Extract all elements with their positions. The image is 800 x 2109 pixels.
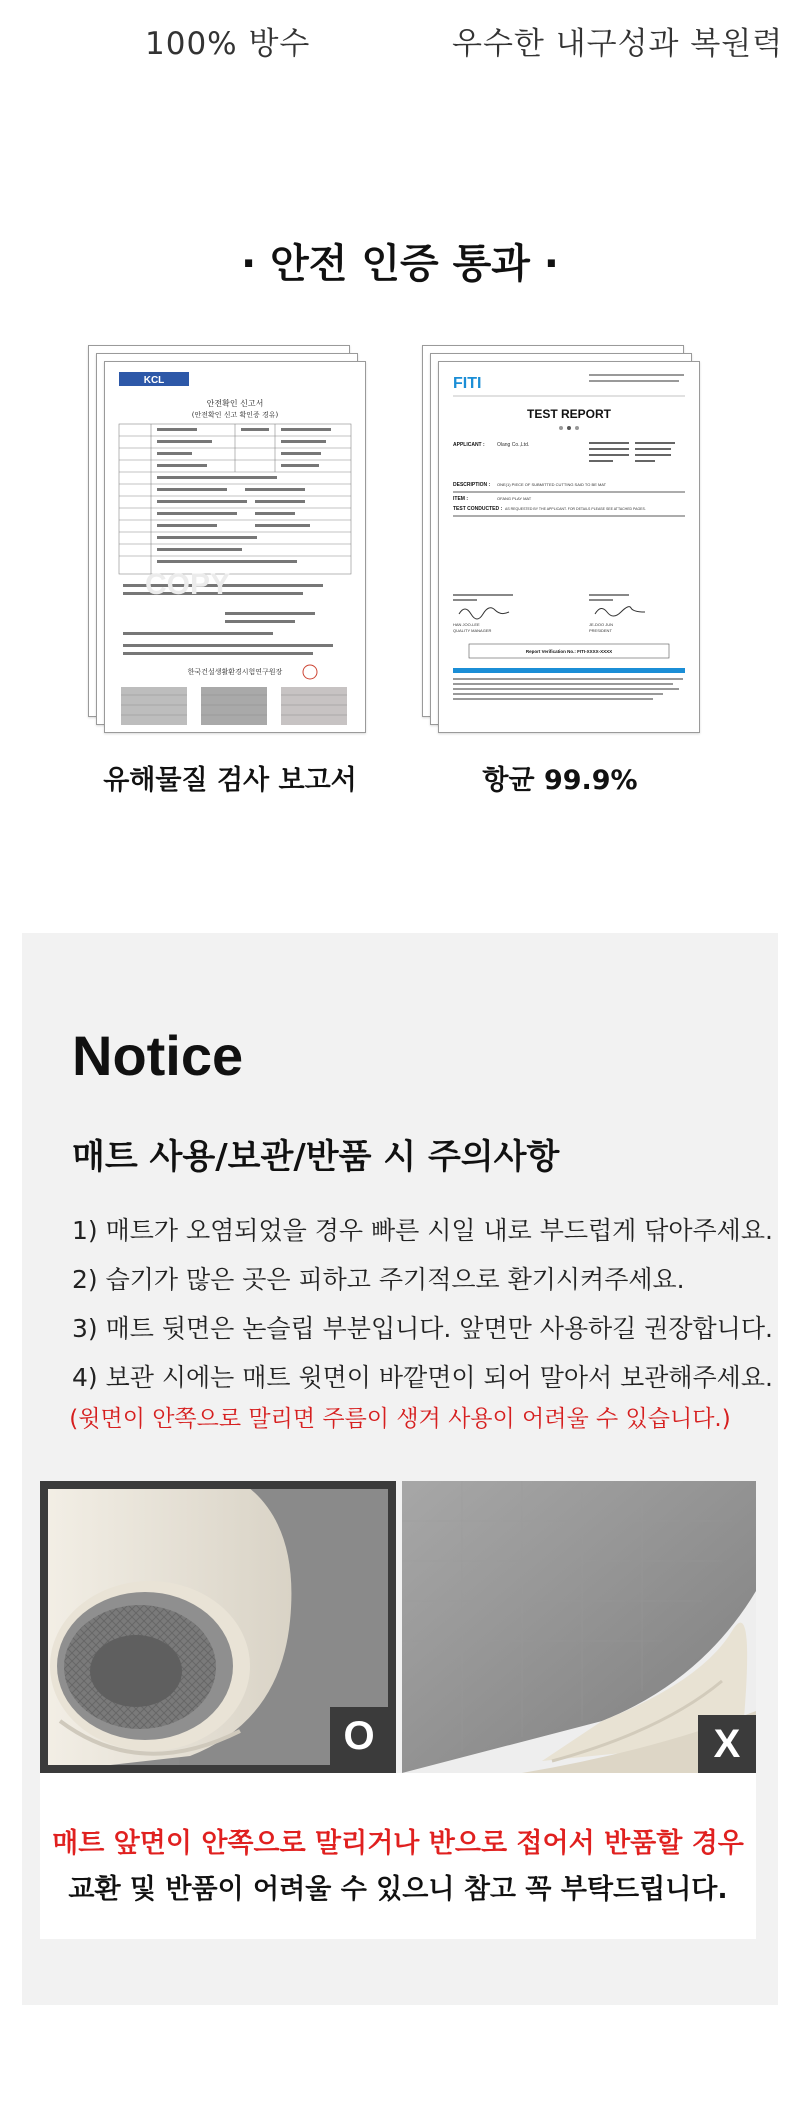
feature-strip xyxy=(0,18,800,68)
safety-report-document xyxy=(88,345,368,735)
item-value: OFANG PLAY MAT xyxy=(497,496,532,501)
notice-subtitle: 매트 사용/보관/반품 시 주의사항 xyxy=(72,1137,560,1177)
safety-report-heading: 안전확인 신고서 xyxy=(206,399,264,408)
notice-panel xyxy=(22,933,778,2005)
notice-rule-3: 3) 매트 뒷면은 논슬립 부분입니다. 앞면만 사용하길 권장합니다. xyxy=(72,1314,773,1343)
description-value: ONE(1) PIECE OF SUBMITTED CUTTING SAID TO BE MAT xyxy=(497,482,607,487)
antibacterial-report-document xyxy=(422,345,702,735)
test-conducted-label: TEST CONDUCTED : xyxy=(453,506,503,512)
antibacterial-report-preview xyxy=(439,362,699,732)
test-conducted-value: AS REQUESTED BY THE APPLICANT. FOR DETAILS PLEASE SEE ATTACHED PAGES. xyxy=(505,507,646,511)
wrong-rolling-photo xyxy=(402,1481,756,1773)
safety-report-preview xyxy=(105,362,365,732)
signer1-name: HAN JOO-LEE xyxy=(453,622,480,627)
notice-title: Notice xyxy=(72,1024,244,1087)
notice-rule-2: 2) 습기가 많은 곳은 피하고 주기적으로 환기시켜주세요. xyxy=(72,1265,685,1294)
signer2-role: PRESIDENT xyxy=(589,628,612,633)
signer1-role: QUALITY MANAGER xyxy=(453,628,492,633)
safety-report-caption: 유해물질 검사 보고서 xyxy=(103,765,357,796)
safety-report-issuer: 한국건설생활환경시험연구원장 xyxy=(187,668,283,676)
item-label: ITEM : xyxy=(453,496,468,502)
feature-waterproof: 100% 방수 xyxy=(145,26,311,62)
description-label: DESCRIPTION : xyxy=(453,482,491,488)
fiti-logo-icon: FITI xyxy=(453,375,482,392)
applicant-label: APPLICANT : xyxy=(453,442,485,448)
return-warning-red: 매트 앞면이 안쪽으로 말리거나 반으로 접어서 반품할 경우 xyxy=(52,1828,744,1859)
applicant-value: Olang Co.,Ltd. xyxy=(497,442,530,448)
return-warning-black: 교환 및 반품이 어려울 수 있으니 참고 꼭 부탁드립니다. xyxy=(68,1874,728,1905)
antibacterial-caption: 항균 99.9% xyxy=(482,765,638,796)
copy-watermark: COPY xyxy=(145,568,231,601)
kcl-logo-icon: KCL xyxy=(143,375,165,386)
test-report-heading: TEST REPORT xyxy=(526,407,612,421)
wrong-mark-badge: X xyxy=(698,1715,756,1773)
return-warning-box xyxy=(40,1773,756,1939)
safety-report-subheading: (안전확인 신고 확인증 경유) xyxy=(191,411,279,419)
notice-rule-1: 1) 매트가 오염되었을 경우 빠른 시일 내로 부드럽게 닦아주세요. xyxy=(72,1216,773,1245)
feature-durability: 우수한 내구성과 복원력 xyxy=(452,26,784,62)
correct-mark-badge: O xyxy=(330,1707,388,1765)
document-front-sheet xyxy=(104,361,366,733)
verification-number: Report Verification No.: FITI-XXXX-XXXX xyxy=(525,649,613,654)
document-front-sheet xyxy=(438,361,700,733)
correct-rolling-photo xyxy=(40,1481,396,1773)
notice-rule-note: (윗면이 안쪽으로 말리면 주름이 생겨 사용이 어려울 수 있습니다.) xyxy=(69,1406,731,1432)
certification-title: · 안전 인증 통과 · xyxy=(241,241,559,287)
signer2-name: JE-DOO JUN xyxy=(589,622,613,627)
notice-rule-4: 4) 보관 시에는 매트 윗면이 바깥면이 되어 말아서 보관해주세요. xyxy=(72,1363,773,1392)
